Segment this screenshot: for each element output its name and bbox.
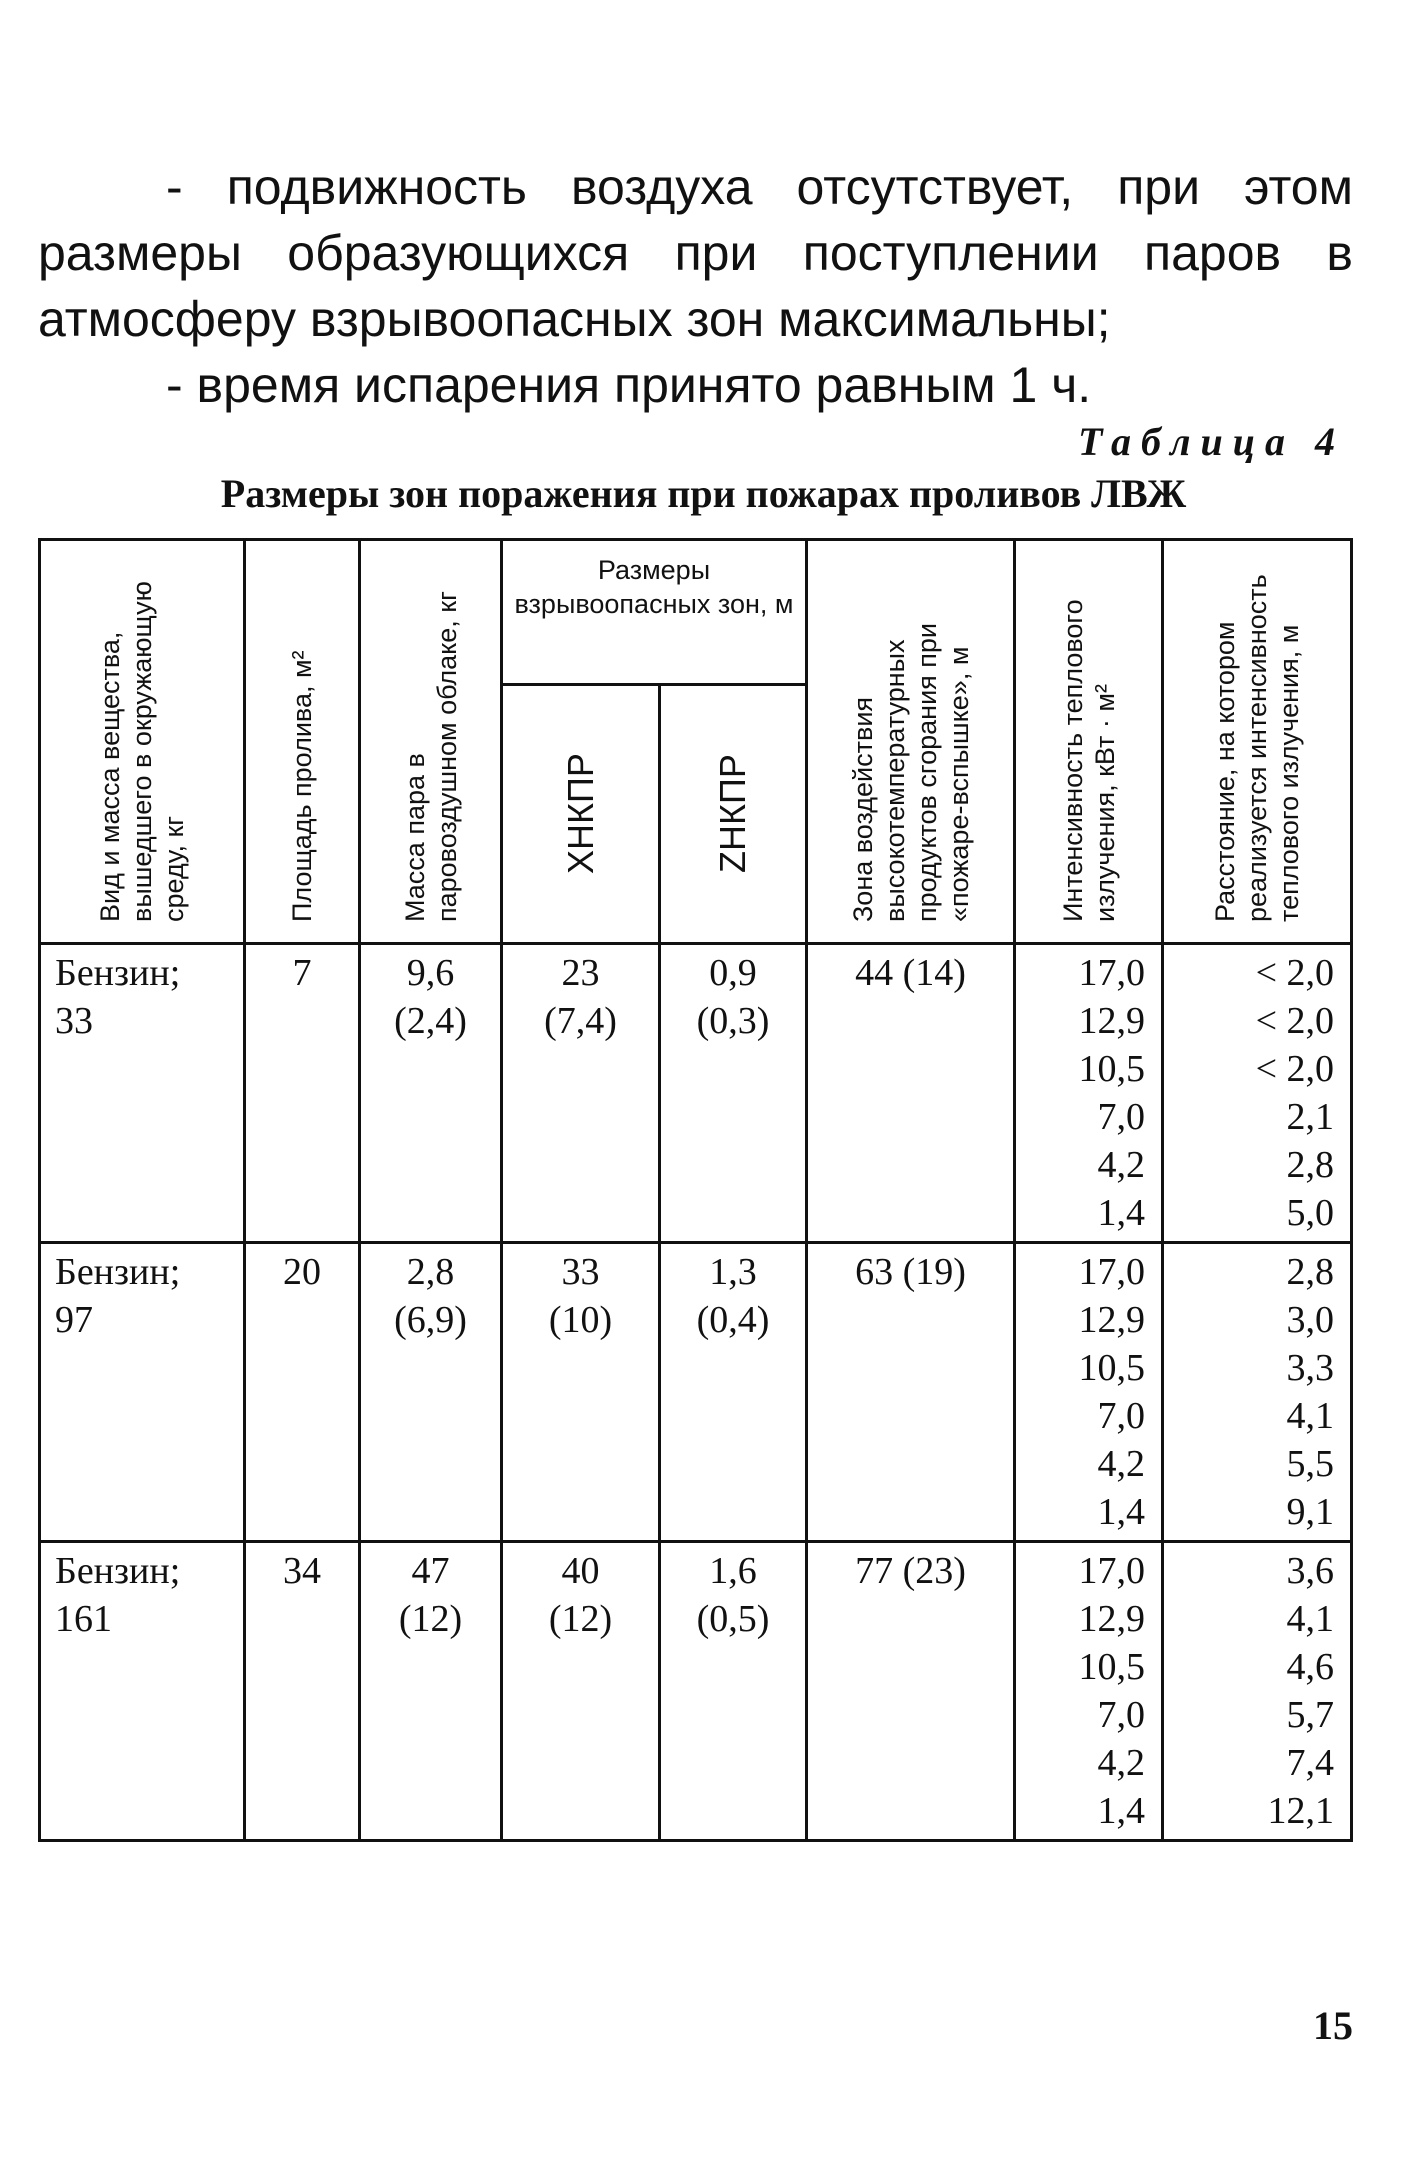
cell-intensity-line: 1,4 — [1097, 1790, 1145, 1832]
cell-x-nkpr-line: (7,4) — [544, 1000, 617, 1042]
cell-distance-line: 4,1 — [1286, 1395, 1334, 1437]
cell-x-nkpr-line: 33 — [561, 1251, 600, 1293]
cell-vapor-mass — [360, 1243, 502, 1542]
cell-substance-line: Бензин; — [55, 1251, 181, 1293]
cell-intensity-line: 10,5 — [1078, 1048, 1145, 1090]
cell-distance-line: 3,3 — [1286, 1347, 1334, 1389]
cell-area: 34 — [245, 1542, 360, 1841]
cell-area: 7 — [245, 944, 360, 1243]
header-vapor-mass: Масса пара в паровоздушном облаке, кг — [360, 540, 502, 944]
cell-substance — [40, 944, 245, 1243]
cell-intensity-line: 12,9 — [1078, 1299, 1145, 1341]
header-intensity: Интенсивность теплового излучения, кВт · м² — [1015, 540, 1163, 944]
cell-distance-line: 4,1 — [1286, 1598, 1334, 1640]
header-substance: Вид и масса вещества, вышедшего в окружающую среду, кг — [40, 540, 245, 944]
cell-z-nkpr-line: (0,4) — [696, 1299, 770, 1341]
table-row — [40, 944, 1352, 1243]
cell-distance-line: 4,6 — [1286, 1646, 1334, 1688]
cell-vapor-mass-line: 9,6 — [406, 952, 455, 994]
cell-vapor-mass — [360, 1542, 502, 1841]
page-number: 15 — [1313, 2003, 1353, 2048]
cell-vapor-mass-line: (6,9) — [394, 1299, 467, 1341]
cell-distance-line: 7,4 — [1286, 1742, 1334, 1784]
header-x-nkpr: XНКПР — [502, 685, 660, 944]
cell-distance-line: 9,1 — [1286, 1491, 1334, 1533]
table-row — [40, 1243, 1352, 1542]
cell-combustion-zone: 63 (19) — [807, 1243, 1015, 1542]
cell-z-nkpr — [660, 944, 807, 1243]
cell-distance-line: 5,0 — [1286, 1192, 1334, 1234]
cell-vapor-mass-line: (12) — [398, 1598, 463, 1640]
cell-substance — [40, 1243, 245, 1542]
cell-intensity-line: 7,0 — [1097, 1694, 1145, 1736]
cell-z-nkpr-line: 0,9 — [709, 952, 757, 994]
cell-distance-line: 2,8 — [1286, 1251, 1334, 1293]
table-title: Размеры зон поражения при пожарах проливов ЛВЖ — [220, 471, 1187, 516]
cell-z-nkpr-line: (0,3) — [696, 1000, 770, 1042]
header-area: Площадь пролива, м² — [245, 540, 360, 944]
header-z-nkpr: ZНКПР — [660, 685, 807, 944]
cell-substance-line: Бензин; — [55, 1550, 181, 1592]
cell-distance-line: < 2,0 — [1255, 1000, 1334, 1042]
cell-z-nkpr — [660, 1243, 807, 1542]
cell-x-nkpr-line: 23 — [561, 952, 600, 994]
cell-distance-line: 3,0 — [1286, 1299, 1334, 1341]
cell-distance-line: 3,6 — [1286, 1550, 1334, 1592]
cell-distance — [1163, 1542, 1352, 1841]
cell-vapor-mass — [360, 944, 502, 1243]
cell-x-nkpr-line: (12) — [548, 1598, 613, 1640]
cell-intensity-line: 17,0 — [1078, 1251, 1145, 1293]
cell-x-nkpr-line: 40 — [561, 1550, 600, 1592]
cell-distance-line: 2,1 — [1286, 1096, 1334, 1138]
paragraph-evaporation-time: - время испарения принято равным 1 ч. — [166, 357, 1092, 413]
cell-z-nkpr-line: (0,5) — [696, 1598, 770, 1640]
cell-intensity-line: 4,2 — [1097, 1443, 1145, 1485]
cell-z-nkpr-line: 1,6 — [709, 1550, 757, 1592]
cell-intensity-line: 7,0 — [1097, 1395, 1145, 1437]
header-distance: Расстояние, на котором реализуется интенсивность теплового излучения, м — [1163, 540, 1352, 944]
cell-substance-line: 161 — [55, 1598, 112, 1640]
cell-distance-line: 5,7 — [1286, 1694, 1334, 1736]
cell-intensity-line: 1,4 — [1097, 1491, 1145, 1533]
cell-vapor-mass-line: (2,4) — [394, 1000, 467, 1042]
cell-intensity-line: 1,4 — [1097, 1192, 1145, 1234]
cell-intensity-line: 12,9 — [1078, 1598, 1145, 1640]
header-combustion-zone: Зона воздействия высокотемпературных продуктов сгорания при «пожаре-вспышке», м — [807, 540, 1015, 944]
cell-intensity-line: 10,5 — [1078, 1347, 1145, 1389]
cell-distance — [1163, 1243, 1352, 1542]
cell-substance-line: 97 — [55, 1299, 93, 1341]
cell-area: 20 — [245, 1243, 360, 1542]
cell-intensity-line: 12,9 — [1078, 1000, 1145, 1042]
cell-distance-line: 5,5 — [1286, 1443, 1334, 1485]
cell-vapor-mass-line: 2,8 — [406, 1251, 455, 1293]
table-row — [40, 1542, 1352, 1841]
cell-x-nkpr — [502, 1243, 660, 1542]
cell-distance-line: < 2,0 — [1255, 952, 1334, 994]
cell-intensity — [1015, 1243, 1163, 1542]
cell-intensity-line: 4,2 — [1097, 1742, 1145, 1784]
cell-z-nkpr-line: 1,3 — [709, 1251, 757, 1293]
cell-x-nkpr — [502, 944, 660, 1243]
cell-intensity-line: 4,2 — [1097, 1144, 1145, 1186]
header-explosive-zones: Размеры взрывоопасных зон, м — [502, 540, 807, 685]
cell-vapor-mass-line: 47 — [411, 1550, 450, 1592]
cell-z-nkpr — [660, 1542, 807, 1841]
cell-intensity-line: 17,0 — [1078, 1550, 1145, 1592]
cell-combustion-zone: 77 (23) — [807, 1542, 1015, 1841]
cell-combustion-zone: 44 (14) — [807, 944, 1015, 1243]
paragraph-air-mobility: - подвижность воздуха отсутствует, при этом размеры образующихся при поступлении паров в атмосферу взрывоопасных зон максимальны; — [38, 159, 1353, 347]
table-number: Таблица 4 — [1078, 419, 1345, 464]
cell-x-nkpr — [502, 1542, 660, 1841]
cell-intensity-line: 17,0 — [1078, 952, 1145, 994]
cell-substance — [40, 1542, 245, 1841]
cell-intensity-line: 10,5 — [1078, 1646, 1145, 1688]
cell-distance — [1163, 944, 1352, 1243]
cell-distance-line: 2,8 — [1286, 1144, 1334, 1186]
cell-x-nkpr-line: (10) — [548, 1299, 613, 1341]
cell-distance-line: < 2,0 — [1255, 1048, 1334, 1090]
cell-intensity — [1015, 944, 1163, 1243]
cell-intensity-line: 7,0 — [1097, 1096, 1145, 1138]
cell-substance-line: 33 — [55, 1000, 93, 1042]
cell-substance-line: Бензин; — [55, 952, 181, 994]
cell-distance-line: 12,1 — [1267, 1790, 1334, 1832]
hazard-zones-table — [38, 538, 1353, 1842]
cell-intensity — [1015, 1542, 1163, 1841]
